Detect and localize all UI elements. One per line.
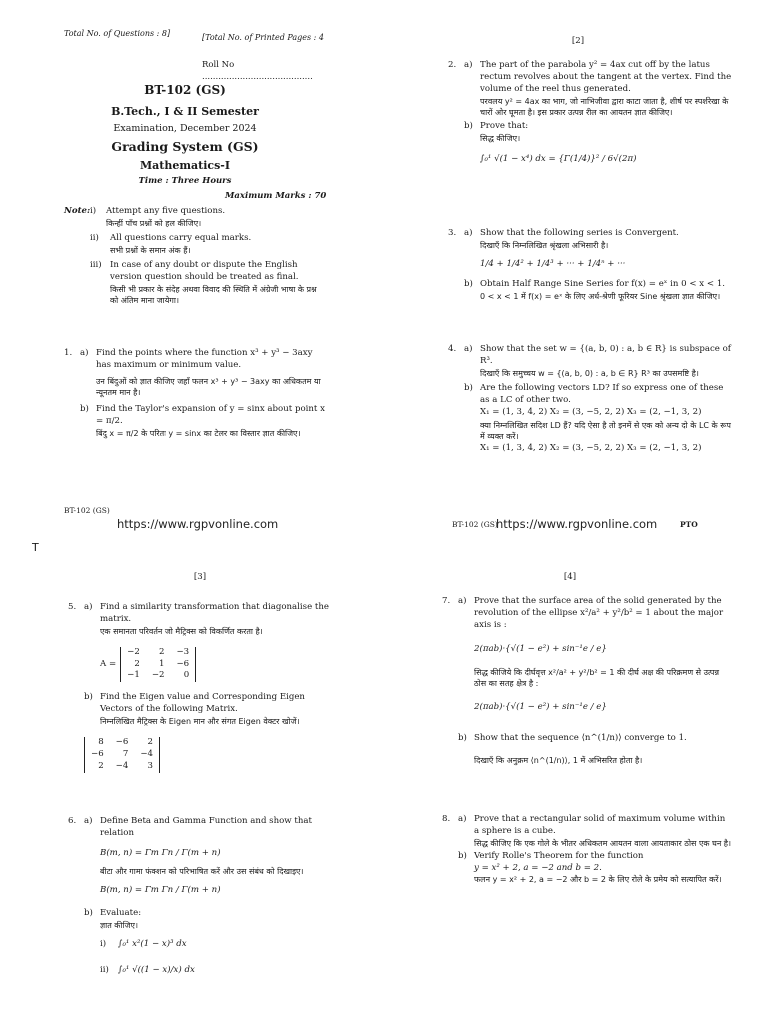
matrix-cell: 1 (159, 658, 165, 669)
note-hi: किसी भी प्रकार के संदेह अथवा विवाद की स्थिति में अंग्रेजी भाषा के प्रश्न को अंतिम माना जायेगा। (110, 284, 317, 305)
question-number: 2. (448, 60, 457, 70)
matrix-cell: −3 (176, 646, 190, 657)
question-number: 5. (68, 602, 77, 612)
time: Time : Three Hours (138, 176, 232, 186)
sub-item-label: i) (100, 939, 107, 950)
total-questions: Total No. of Questions : 8] (64, 29, 171, 38)
matrix-row (121, 670, 196, 682)
sub-label: b) (464, 278, 473, 289)
sub-label: b) (84, 692, 93, 703)
paper-code: BT-102 (GS) (144, 83, 226, 97)
notes (64, 206, 326, 306)
question-number: 1. (64, 348, 73, 358)
note-en: All questions carry equal marks. (110, 232, 252, 243)
q7b-hi: दिखाएँ कि अनुक्रम ⟨n^(1/n)⟩, 1 में अभिसरित होता है। (474, 756, 643, 766)
separator-mark: T (32, 541, 39, 554)
q3b-en: Obtain Half Range Sine Series for f(x) = eˣ in 0 < x < 1. (480, 278, 726, 289)
q4a-hi: दिखाएँ कि समुच्चय w = {(a, b, 0) : a, b ∈ R} R³ का उपसमष्टि है। (480, 368, 699, 378)
note-num: iii) (90, 259, 102, 270)
q8a-hi: सिद्ध कीजिए कि एक गोले के भीतर अधिकतम आयतन वाला आयताकार ठोस एक घन है। (474, 838, 732, 848)
q3a-series: 1/4 + 1/4² + 1/4³ + ··· + 1/4ⁿ + ··· (480, 258, 626, 269)
matrix-cell: 2 (147, 737, 154, 748)
q6a-relation-hi: B(m, n) = Γm Γn / Γ(m + n) (100, 884, 221, 895)
q4b-vectors-hi: X₁ = (1, 3, 4, 2) X₂ = (3, −5, 2, 2) X₃ = (2, −1, 3, 2) (480, 443, 702, 454)
q2b-en: Prove that: (480, 120, 529, 131)
sub-label: b) (80, 403, 89, 414)
sub-label: a) (464, 228, 473, 238)
sub-label: a) (464, 60, 473, 70)
q6a-en: Define Beta and Gamma Function and show that relation (100, 816, 312, 838)
note-en: Attempt any five questions. (106, 206, 226, 216)
q5b-hi: निम्नलिखित मैट्रिक्स के Eigen मान और संगत Eigen वेक्टर खोजें। (100, 717, 300, 727)
matrix-row (121, 647, 196, 659)
note-label: Note: (64, 206, 91, 216)
q1b-hi: बिंदु x = π/2 के परितः y = sinx का टेलर का विस्तार ज्ञात कीजिए। (96, 428, 301, 438)
q2a-en: The part of the parabola y² = 4ax cut off by the latus rectum revolves about the tangent at the vertex. Find the volume of the reel thus generated. (480, 60, 732, 94)
question-number: 6. (68, 816, 77, 826)
q7a-formula-hi: 2(πab)·{√(1 − e²) + sin⁻¹e / e} (474, 701, 607, 712)
q7a-formula: 2(πab)·{√(1 − e²) + sin⁻¹e / e} (474, 643, 607, 654)
q6b-i-integral: ∫₀¹ x²(1 − x)³ dx (118, 939, 187, 950)
note-hi: सभी प्रश्नों के समान अंक हैं। (110, 245, 191, 255)
q4b-en: Are the following vectors LD? If so express one of these as a LC of other two. (480, 382, 724, 405)
question-1 (64, 348, 326, 439)
grading-system: Grading System (GS) (111, 139, 259, 154)
question-number: 8. (442, 814, 451, 824)
total-pages: [Total No. of Printed Pages : 4 (202, 33, 324, 42)
sub-label: a) (458, 814, 467, 824)
matrix-cell: 8 (98, 737, 104, 748)
question-2 (448, 60, 733, 169)
q1a-en: Find the points where the function x³ + y³ − 3axy has maximum or minimum value. (96, 348, 313, 370)
question-7 (442, 596, 732, 766)
matrix-cell: 0 (183, 670, 190, 681)
sub-label: a) (464, 344, 473, 354)
page-number: [3] (193, 572, 207, 582)
sub-label: a) (458, 596, 467, 606)
matrix-row (121, 659, 196, 671)
max-marks: Maximum Marks : 70 (225, 191, 327, 201)
exam-session: Examination, December 2024 (113, 123, 257, 134)
question-8 (442, 814, 732, 886)
page-number: [2] (571, 36, 585, 46)
roll-no: Roll No ......................................... (202, 60, 313, 82)
note-en: In case of any doubt or dispute the English version question should be treated as final. (110, 259, 299, 282)
q3b-hi: 0 < x < 1 में f(x) = eˣ के लिए अर्ध-श्रेणी फूरियर Sine श्रृंखला ज्ञात कीजिए। (480, 291, 721, 301)
sub-label: a) (80, 348, 89, 358)
q5a-hi: एक समानता परिवर्तन जो मैट्रिक्स को विकर्णित करता है। (100, 626, 263, 636)
matrix-cell: 2 (134, 658, 140, 669)
matrix-cell: −4 (115, 760, 129, 771)
sub-label: a) (84, 816, 93, 826)
matrix-cell: 7 (122, 748, 129, 759)
q4a-en: Show that the set w = {(a, b, 0) : a, b ∈ R} is subspace of R³. (480, 344, 731, 366)
q6b-en: Evaluate: (100, 908, 142, 919)
question-number: 3. (448, 228, 457, 238)
subject: Mathematics-I (139, 159, 230, 172)
matrix-cell: −1 (127, 670, 140, 681)
note-num: ii) (90, 232, 99, 243)
note-num: i) (90, 206, 97, 216)
matrix-cell: 2 (159, 646, 165, 657)
q3a-hi: दिखाएँ कि निम्नलिखित श्रृंखला अभिसारी है। (480, 240, 609, 250)
sub-label: b) (458, 733, 467, 744)
matrix-cell: −2 (127, 646, 140, 657)
matrix-cell: −2 (151, 670, 165, 681)
matrix-cell: −6 (91, 748, 104, 759)
q8b-en: Verify Rolle's Theorem for the function (474, 850, 644, 861)
sub-label: b) (458, 850, 467, 861)
matrix-cell: −4 (140, 748, 154, 759)
pto-mark: PTO (680, 520, 698, 529)
matrix-row (85, 761, 160, 773)
q6a-hi: बीटा और गामा फंक्शन को परिभाषित करें और उस संबंध को दिखाइए। (100, 866, 304, 876)
matrix-b (84, 737, 160, 773)
q4b-hi: क्या निम्नलिखित सदिश LD हैं? यदि ऐसा है तो इनमें से एक को अन्य दो के LC के रूप में व्यक्त करें। (480, 421, 731, 442)
sub-label: b) (464, 120, 473, 131)
matrix-row (85, 749, 160, 761)
matrix-cell: −6 (115, 737, 129, 748)
sub-label: b) (464, 382, 473, 393)
matrix-a-label: A = (100, 658, 117, 669)
q2a-hi: परवलय y² = 4ax का भाग, जो नाभिजीवा द्वारा काटा जाता है, शीर्ष पर स्पर्शरेखा के चारों ओर घूमता है। इस प्रकार उत्पन्न रील का आयतन ज्ञात कीजिए। (480, 96, 729, 117)
program: B.Tech., I & II Semester (111, 105, 259, 118)
page-footer: BT-102 (GS) (64, 506, 110, 515)
question-4 (448, 344, 733, 456)
question-number: 7. (442, 596, 451, 606)
matrix-cell: 3 (147, 760, 154, 771)
question-3 (448, 228, 733, 302)
q6b-ii-integral: ∫₀¹ √((1 − x)/x) dx (118, 965, 195, 976)
page-number: [4] (563, 572, 577, 582)
sub-label: a) (84, 602, 93, 612)
q7a-en: Prove that the surface area of the solid generated by the revolution of the ellipse x²/a² + y²/b² = 1 about the major axis is : (474, 596, 724, 630)
watermark-url: https://www.rgpvonline.com (496, 517, 658, 531)
q8b-hi: फलन y = x² + 2, a = −2 और b = 2 के लिए रोले के प्रमेय को सत्यापित करें। (474, 875, 722, 885)
q5a-en: Find a similarity transformation that diagonalise the matrix. (100, 602, 329, 624)
q5b-en: Find the Eigen value and Corresponding Eigen Vectors of the following Matrix. (100, 692, 305, 715)
q8b-function: y = x² + 2, a = −2 and b = 2. (474, 862, 602, 873)
page-footer: BT-102 (GS) (452, 520, 498, 529)
q2b-formula: ∫₀¹ √(1 − x⁴) dx = {Γ(1/4)}² / 6√(2π) (480, 153, 637, 164)
note-hi: किन्हीं पाँच प्रश्नों को हल कीजिए। (106, 218, 202, 228)
matrix-row (85, 737, 160, 749)
q8a-en: Prove that a rectangular solid of maximum volume within a sphere is a cube. (474, 814, 726, 836)
q6a-relation: B(m, n) = Γm Γn / Γ(m + n) (100, 847, 221, 858)
matrix-a (120, 647, 196, 683)
sub-item-label: ii) (100, 965, 109, 976)
q2b-hi: सिद्ध कीजिए। (480, 133, 521, 143)
q3a-en: Show that the following series is Convergent. (480, 228, 679, 238)
matrix-cell: −6 (176, 658, 190, 669)
q1a-hi: उन बिंदुओं को ज्ञात कीजिए जहाँ फलन x³ + y³ − 3axy का अधिकतम या न्यूनतम मान है। (96, 376, 321, 397)
q1b-en: Find the Taylor's expansion of y = sinx about point x = π/2. (96, 403, 325, 426)
q6b-hi: ज्ञात कीजिए। (100, 921, 138, 931)
q7b-en: Show that the sequence ⟨n^(1/n)⟩ converge to 1. (474, 733, 687, 744)
question-5 (68, 602, 336, 773)
question-number: 4. (448, 344, 457, 354)
q7a-hi: सिद्ध कीजिये कि दीर्घवृत्त x²/a² + y²/b² = 1 की दीर्घ अक्ष की परिक्रमण से उत्पन्न ठोस का सतह क्षेत्र है : (474, 668, 720, 689)
q4b-vectors: X₁ = (1, 3, 4, 2) X₂ = (3, −5, 2, 2) X₃ = (2, −1, 3, 2) (480, 407, 702, 418)
matrix-cell: 2 (98, 760, 104, 771)
question-6 (68, 816, 336, 977)
watermark-url: https://www.rgpvonline.com (117, 517, 279, 531)
sub-label: b) (84, 908, 93, 919)
